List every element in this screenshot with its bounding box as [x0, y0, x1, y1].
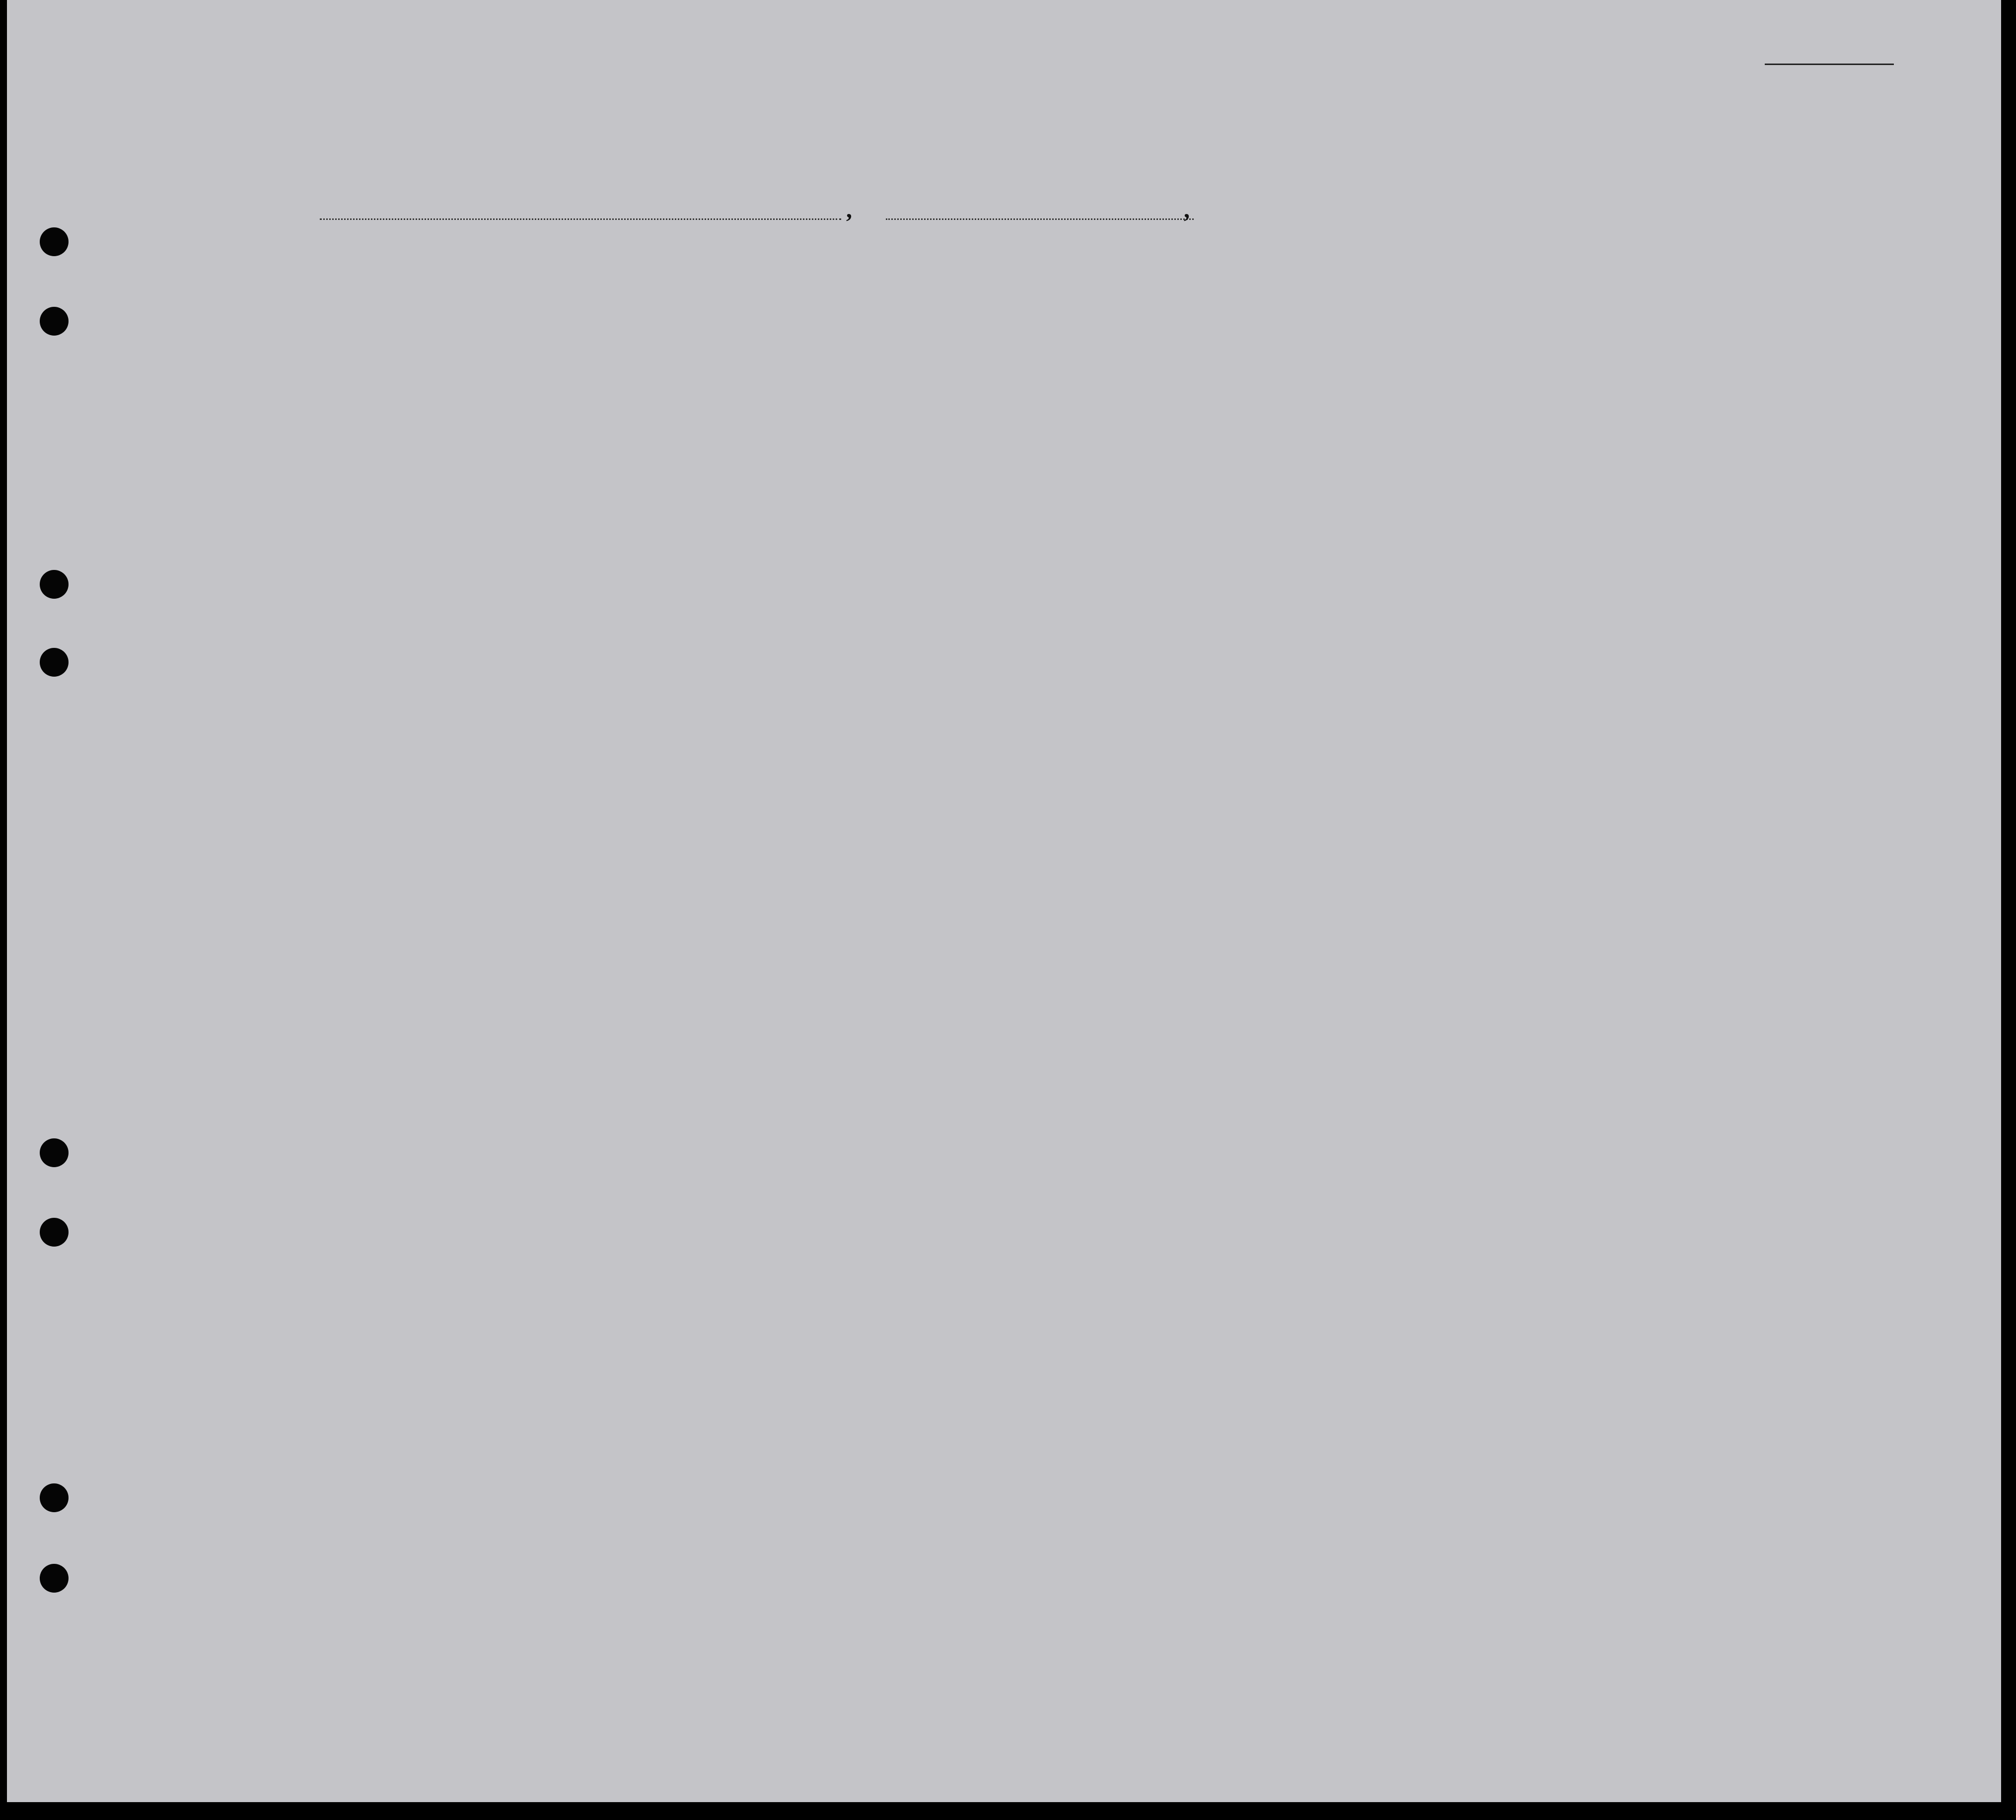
punch-hole [40, 227, 69, 256]
punch-hole [40, 1218, 69, 1247]
manifest-sheet: , , [7, 0, 2001, 1802]
punch-hole [40, 570, 69, 599]
punch-hole [40, 648, 69, 677]
punch-hole [40, 1138, 69, 1167]
manifest-grid [7, 0, 2001, 1802]
punch-hole [40, 1564, 69, 1593]
punch-hole [40, 1483, 69, 1512]
punch-hole [40, 307, 69, 336]
